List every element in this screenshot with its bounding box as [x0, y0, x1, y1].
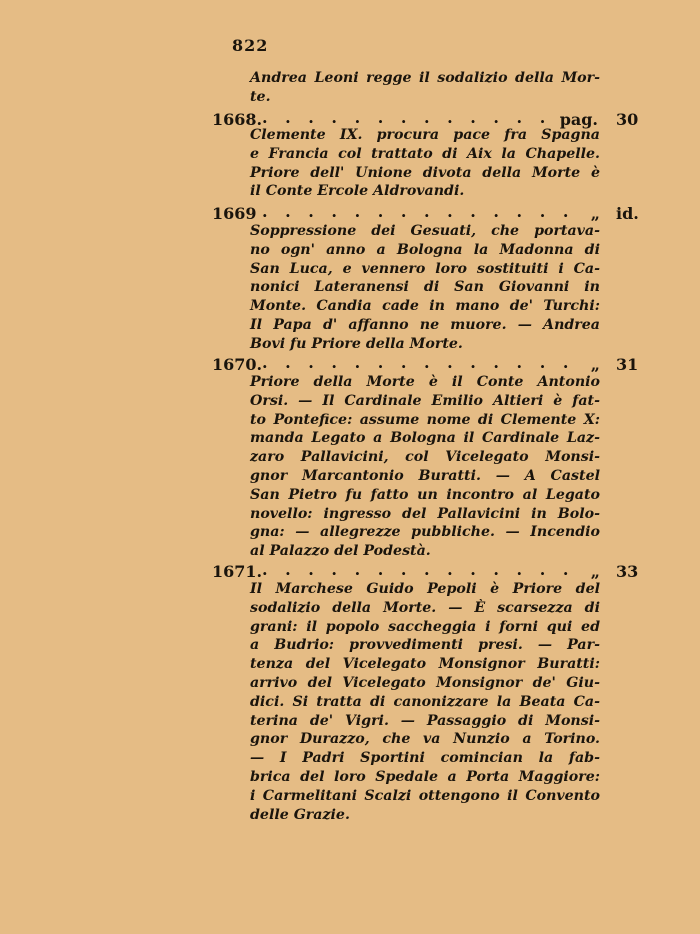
leader-dots: . . . . . . . . . . . . . . [262, 353, 575, 372]
text-line: Soppressione dei Gesuati, che portava- [250, 223, 600, 239]
page-ref: 33 [616, 562, 639, 581]
page-ref-label: pag. [559, 110, 598, 129]
text-line: San Luca, e vennero loro sostituiti i Ca- [250, 260, 600, 277]
text-line: a Budrio: provvedimenti presi. — Par- [250, 637, 600, 654]
entry-year: 1671. [212, 562, 263, 581]
entry-text-1671 [250, 580, 600, 824]
page-ref: id. [616, 204, 639, 223]
entry-year: 1669 [212, 204, 257, 223]
text-line: Bovi fu Priore della Morte. [250, 335, 463, 352]
page-ref-label: „ [590, 204, 600, 223]
intro-text [250, 69, 600, 107]
text-line: gnor Marcantonio Buratti. — A Castel [250, 467, 600, 484]
text-line: Clemente IX. procura pace fra Spagna [250, 127, 600, 143]
text-line: delle Grazie. [250, 806, 350, 823]
text-line: Monte. Candia cade in mano de' Turchi: [250, 298, 600, 315]
entry-text-1670 [250, 373, 600, 561]
text-line: Orsi. — Il Cardinale Emilio Altieri è fat- [250, 392, 600, 409]
text-line: te. [250, 88, 271, 105]
leader-dots: . . . . . . . . . . . . . . [262, 202, 575, 221]
text-line: tenza del Vicelegato Monsignor Buratti: [250, 656, 600, 673]
page-ref-label: „ [590, 562, 600, 581]
text-line: Il Marchese Guido Pepoli è Priore del [250, 581, 600, 597]
text-line: gnor Durazzo, che va Nunzio a Torino. [250, 731, 600, 748]
text-line: arrivo del Vicelegato Monsignor de' Giu- [250, 674, 600, 691]
text-line: zaro Pallavicini, col Vicelegato Monsi- [250, 449, 600, 466]
leader-dots: . . . . . . . . . . . . . [262, 108, 552, 127]
entry-text-1668 [250, 126, 600, 201]
page-number: 822 [232, 36, 269, 55]
text-line: no ogn' anno a Bologna la Madonna di [250, 241, 600, 258]
text-line: gna: — allegrezze pubbliche. — Incendio [250, 524, 600, 541]
text-line: Andrea Leoni regge il sodalizio della Mor- [250, 70, 600, 86]
page-ref: 31 [616, 355, 639, 374]
text-line: dici. Si tratta di canonizzare la Beata Ca- [250, 693, 600, 710]
text-line: il Conte Ercole Aldrovandi. [250, 183, 465, 200]
entry-year: 1668. [212, 110, 263, 129]
text-line: brica del loro Spedale a Porta Maggiore: [250, 768, 600, 785]
text-line: Priore dell' Unione divota della Morte è [250, 164, 600, 181]
text-line: to Pontefice: assume nome di Clemente X: [250, 411, 600, 428]
text-line: e Francia col trattato di Aix la Chapelle. [250, 145, 600, 162]
text-line: terina de' Vigri. — Passaggio di Monsi- [250, 712, 600, 729]
text-line: — I Padri Sportini comincian la fab- [250, 750, 600, 767]
page-ref: 30 [616, 110, 639, 129]
entry-year: 1670. [212, 355, 263, 374]
text-line: Priore della Morte è il Conte Antonio [250, 374, 600, 390]
text-line: manda Legato a Bologna il Cardinale Laz- [250, 430, 600, 447]
text-line: grani: il popolo saccheggia i forni qui ed [250, 618, 600, 635]
entry-text-1669 [250, 222, 600, 354]
text-line: al Palazzo del Podestà. [250, 543, 431, 560]
text-line: Il Papa d' affanno ne muore. — Andrea [250, 316, 600, 333]
text-line: novello: ingresso del Pallavicini in Bolo- [250, 505, 600, 522]
text-line: San Pietro fu fatto un incontro al Legato [250, 486, 600, 503]
text-line: i Carmelitani Scalzi ottengono il Convento [250, 787, 600, 804]
leader-dots: . . . . . . . . . . . . . . [262, 560, 575, 579]
page-ref-label: „ [590, 355, 600, 374]
text-line: nonici Lateranensi di San Giovanni in [250, 279, 600, 296]
text-line: sodalizio della Morte. — È scarsezza di [250, 599, 600, 616]
